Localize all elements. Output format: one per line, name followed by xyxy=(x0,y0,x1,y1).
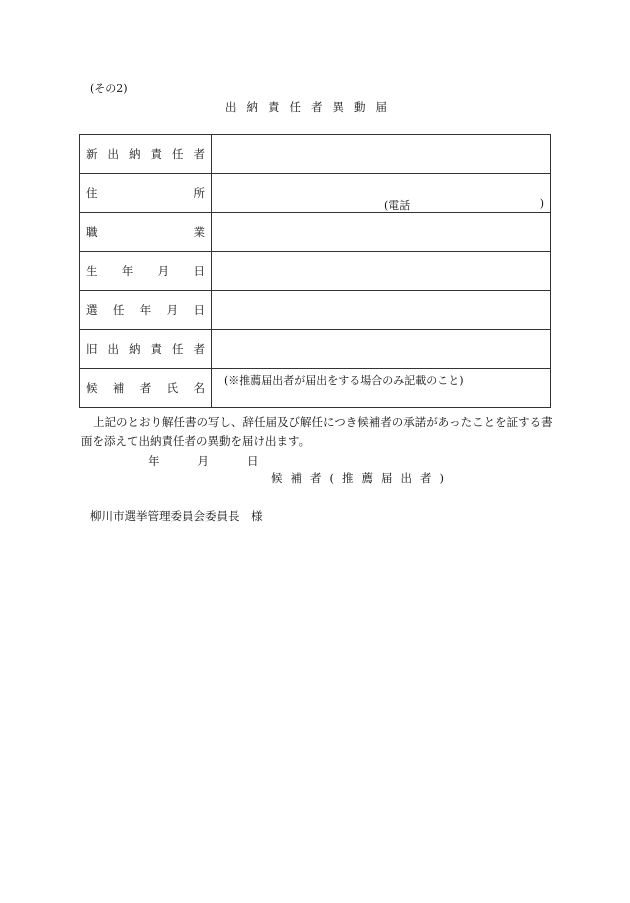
label-birthdate xyxy=(80,252,212,291)
label-address xyxy=(80,174,212,213)
form-row-appointment-date xyxy=(80,291,551,330)
field-former-treasurer[interactable] xyxy=(212,330,551,369)
label-text: 住 所 xyxy=(86,186,205,200)
date-month: 月 xyxy=(197,454,209,468)
label-candidate-name xyxy=(80,369,212,408)
form-row-candidate-name xyxy=(80,369,551,408)
sub-label: (その2) xyxy=(90,82,128,95)
form-row-birthdate xyxy=(80,252,551,291)
form-row-new-treasurer xyxy=(80,135,551,174)
label-text: 旧 出 納 責 任 者 xyxy=(86,342,205,356)
label-text: 生 年 月 日 xyxy=(86,264,205,278)
document-title: 出納責任者異動届 xyxy=(225,100,397,114)
date-line xyxy=(148,453,259,469)
field-address[interactable] xyxy=(212,174,551,213)
label-text: 選 任 年 月 日 xyxy=(86,303,205,317)
field-candidate-name[interactable] xyxy=(212,369,551,408)
form-row-address xyxy=(80,174,551,213)
date-year: 年 xyxy=(148,454,160,468)
addressee: 柳川市選挙管理委員会委員長 様 xyxy=(90,509,263,523)
field-appointment-date[interactable] xyxy=(212,291,551,330)
date-day: 日 xyxy=(247,454,259,468)
field-occupation[interactable] xyxy=(212,213,551,252)
label-new-treasurer xyxy=(80,135,212,174)
statement-text: 上記のとおり解任書の写し、辞任届及び解任につき候補者の承諾があったことを証する書面を添えて出納責任者の異動を届け出ます。 xyxy=(81,415,553,448)
label-former-treasurer xyxy=(80,330,212,369)
field-birthdate[interactable] xyxy=(212,252,551,291)
form-row-former-treasurer xyxy=(80,330,551,369)
recommender-note: (※推薦届出者が届出をする場合のみ記載のこと) xyxy=(224,374,464,387)
label-text: 新 出 納 責 任 者 xyxy=(86,147,205,161)
label-text: 職 業 xyxy=(86,225,205,239)
field-new-treasurer[interactable] xyxy=(212,135,551,174)
signer-line: 候補者(推薦届出者) xyxy=(271,471,452,485)
label-occupation xyxy=(80,213,212,252)
phone-label: (電話 xyxy=(384,199,411,212)
phone-close-paren: ) xyxy=(539,197,544,210)
label-text: 候 補 者 氏 名 xyxy=(86,381,205,395)
form-row-occupation xyxy=(80,213,551,252)
label-appointment-date xyxy=(80,291,212,330)
notification-form-table xyxy=(79,134,551,408)
